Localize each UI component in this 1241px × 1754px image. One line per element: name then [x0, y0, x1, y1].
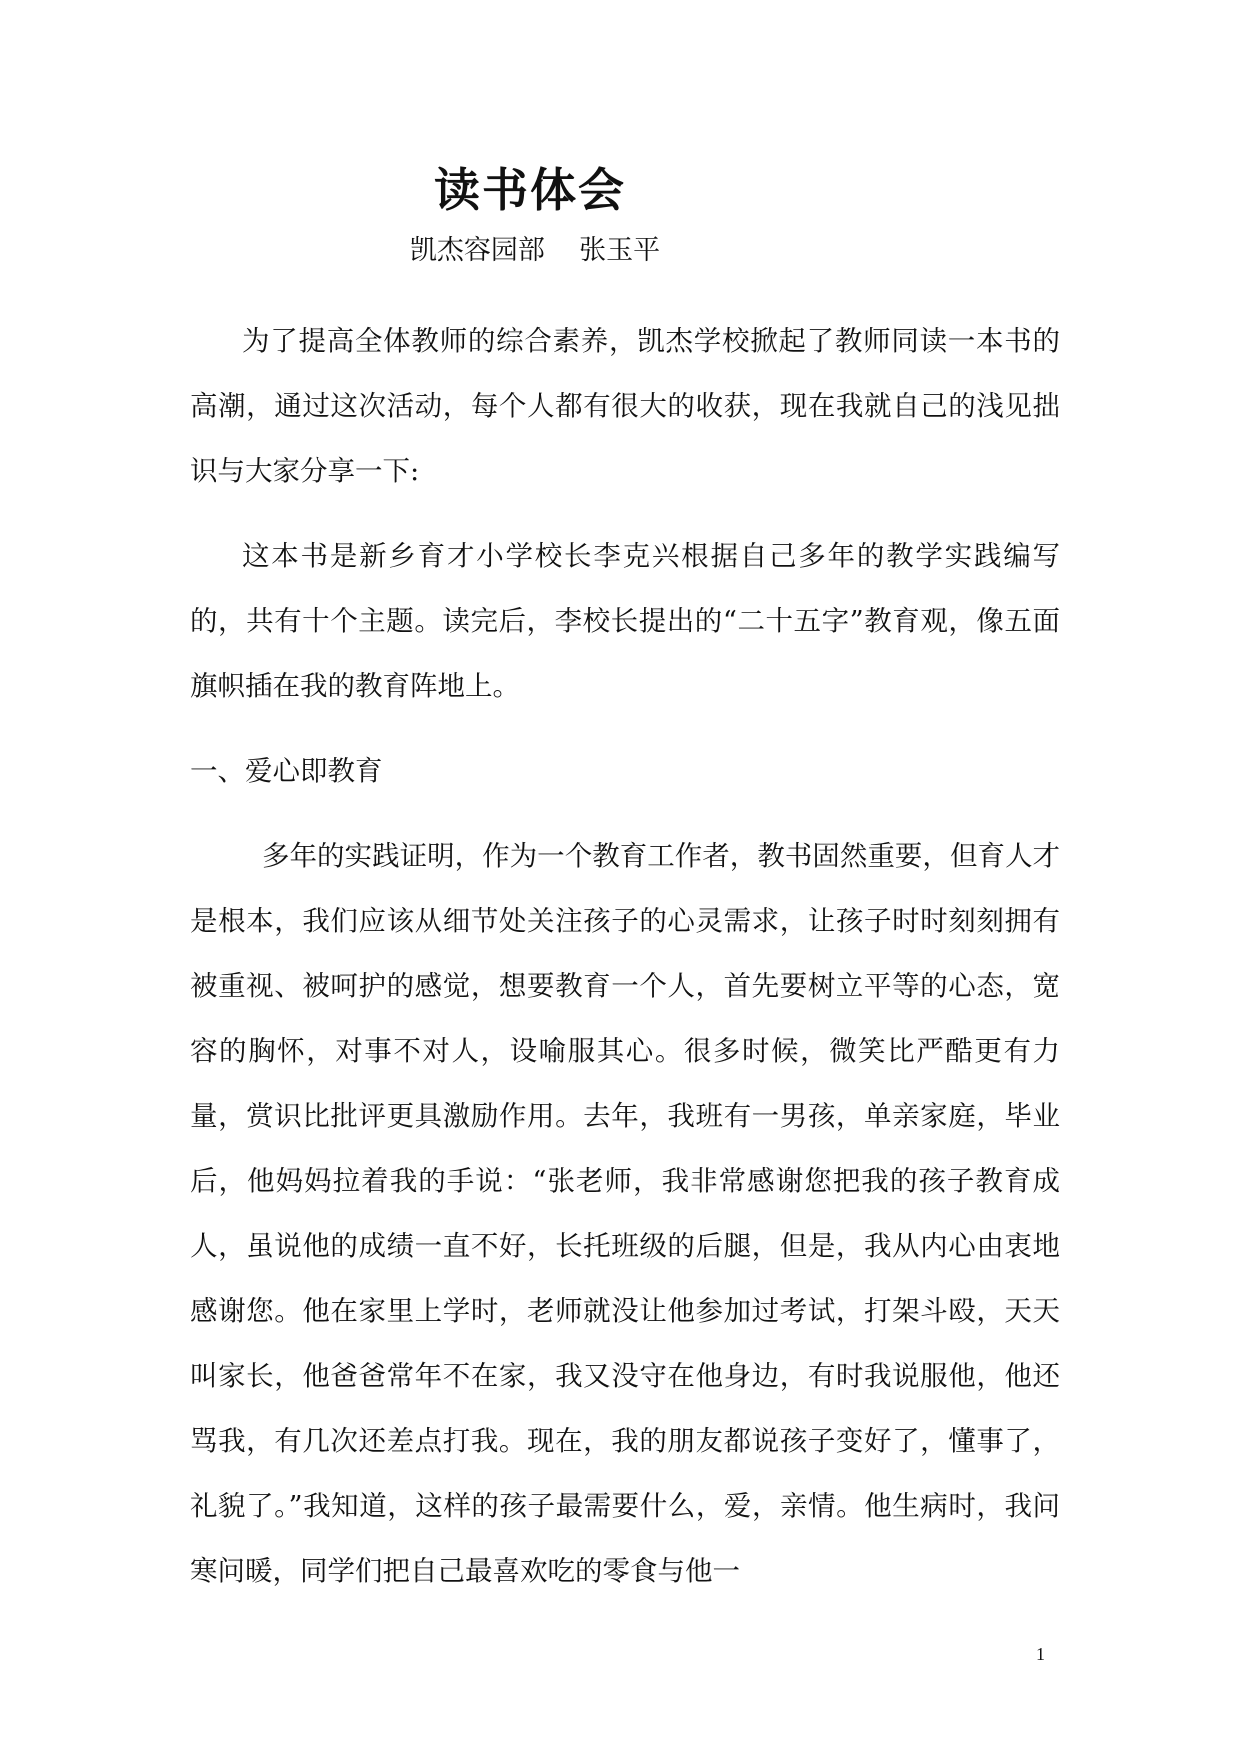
paragraph-section-body: 多年的实践证明，作为一个教育工作者，教书固然重要，但育人才是根本，我们应该从细节处关注孩子的心灵需求，让孩子时时刻刻拥有被重视、被呵护的感觉，想要教育一个人，首先要树立平等的心态，宽容的胸怀，对事不对人，设喻服其心。很多时候，微笑比严酷更有力量，赏识比批评更具激励作用。去年，我班有一男孩，单亲家庭，毕业后，他妈妈拉着我的手说：“张老师，我非常感谢您把我的孩子教育成人，虽说他的成绩一直不好，长托班级的后腿，但是，我从内心由衷地感谢您。他在家里上学时，老师就没让他参加过考试，打架斗殴，天天叫家长，他爸爸常年不在家，我又没守在他身边，有时我说服他，他还骂我，有几次还差点打我。现在，我的朋友都说孩子变好了，懂事了，礼貌了。”我知道，这样的孩子最需要什么，爱，亲情。他生病时，我问寒问暖，同学们把自己最喜欢吃的零食与他一: [190, 840, 1060, 1587]
page-number: 1: [1036, 1644, 1045, 1664]
document-body: [190, 309, 1060, 1604]
document-title: 读书体会: [434, 163, 626, 217]
section-heading: 一、爱心即教育: [190, 755, 383, 787]
paragraph-intro: 为了提高全体教师的综合素养，凯杰学校掀起了教师同读一本书的高潮，通过这次活动，每个人都有很大的收获，现在我就自己的浅见拙识与大家分享一下:: [190, 325, 1060, 487]
author-byline: 凯杰容园部 张玉平: [409, 235, 661, 266]
paragraph-book-intro: 这本书是新乡育才小学校长李克兴根据自己多年的教学实践编写的，共有十个主题。读完后，李校长提出的“二十五字”教育观，像五面旗帜插在我的教育阵地上。: [190, 540, 1060, 702]
